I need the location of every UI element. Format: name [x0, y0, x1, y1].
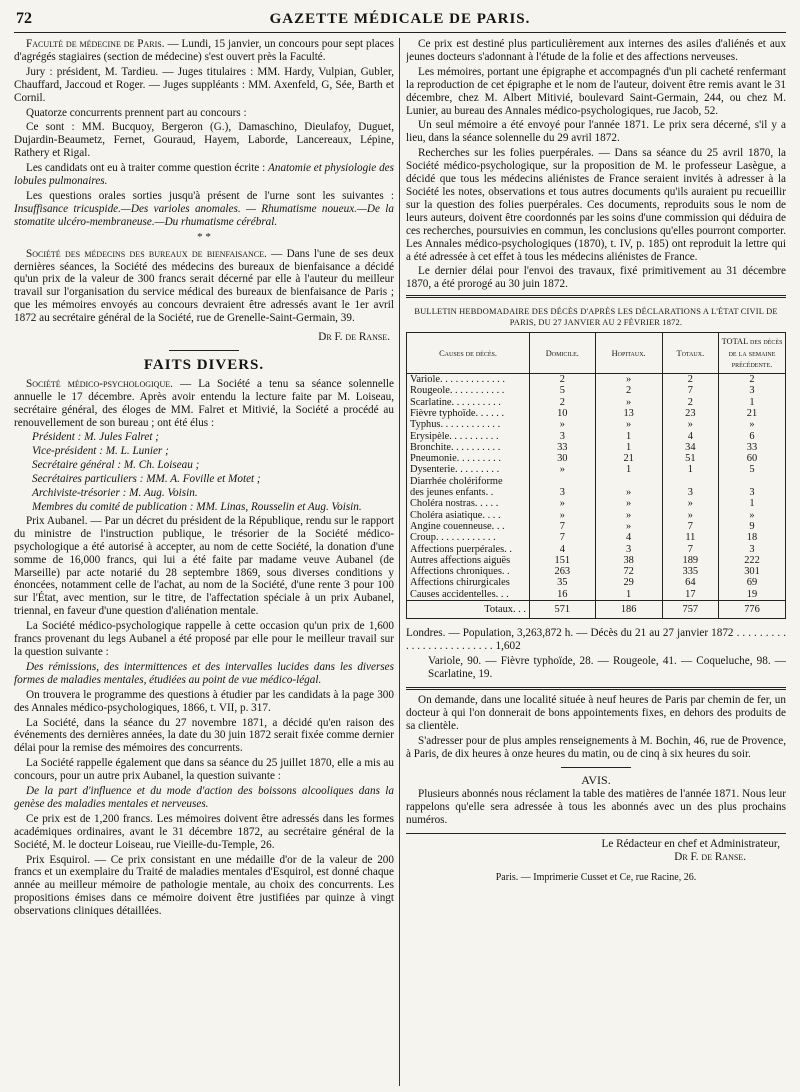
col-causes: Causes de décès.: [407, 333, 530, 374]
count-cell: 2: [530, 374, 596, 386]
redacteur-name: Dr F. de Ranse.: [674, 851, 746, 864]
count-cell: »: [595, 487, 662, 498]
count-cell: »: [595, 374, 662, 386]
cause-cell: Choléra asiatique. . . .: [407, 510, 530, 521]
count-cell: 2: [719, 374, 786, 386]
count-cell: 72: [595, 566, 662, 577]
seance-1870-paragraph: La Société rappelle également que dans sa séance du 25 juillet 1870, elle a mis au concours, pour un autre prix Aubanel, la question suivante :: [14, 757, 394, 783]
memoires-paragraph: Les mémoires, portant une épigraphe et accompagnés d'un pli cacheté renfermant la reproduction de cet épigraphe et le nom de l'auteur, doivent être remis avant le 31 décembre, chez M. Albert Mitivié, boulevard Saint-Germain, 244, ou chez M. Lunier, au bureau des Annales médico-psychologiques, rue Jacob, 52.: [406, 65, 786, 117]
folies-puerperales-paragraph: Recherches sur les folies puerpérales. — Dans sa séance du 25 avril 1870, la Société médico-psychologique, sur la proposition de M. le professeur Lasègue, a décidé que tous les médecins aliénistes de France seraient invités à adresser à la Société les notes, observations et tous autres documents qu'ils auraient pu recueillir sur la question des folies puerpérales. Ces documents, reproduits sous le nom de leurs auteurs, doivent être coordonnés par les soins d'une commission qui déduira de ces recherches, poursuivies en commun, les conclusions qu'elles pourront comporter. Les Annales médico-psychologiques (1870), t. IV, p. 185) ont reproduit la lettre qui a été adressée à cet effet à tous les médecins aliénistes de France.: [406, 147, 786, 263]
officer-secretary: Secrétaire général : M. Ch. Loiseau ;: [32, 459, 200, 472]
table-row: [407, 397, 786, 408]
table-row: [407, 408, 786, 419]
totals-cell: 571: [530, 601, 596, 619]
smp-heading: Société médico-psychologique.: [26, 377, 173, 390]
col-semaine-precedente: TOTAL des décès de la semaine précédente.: [719, 333, 786, 374]
table-row: [407, 555, 786, 566]
divider: [169, 350, 239, 351]
count-cell: »: [719, 419, 786, 430]
written-question: [14, 162, 394, 188]
table-row: [407, 544, 786, 555]
programme-paragraph: On trouvera le programme des questions à étudier par les candidats à la page 300 des Annales médico-psychologiques, 1866, t. VII, p. 317.: [14, 688, 394, 714]
count-cell: 263: [530, 566, 596, 577]
totals-cell: 757: [662, 601, 718, 619]
cause-cell: Pneumonie. . . . . . . . .: [407, 453, 530, 464]
count-cell: 9: [719, 521, 786, 532]
smp-text: — La Société a tenu sa séance solennelle annuelle le 17 décembre. Après avoir entendu la lecture faite par M. Loiseau, secrétaire général, des éloges de MM. Falret et Mitivié, la Société a procédé au renouvellement de son bureau ; ont été élus :: [14, 377, 394, 429]
count-cell: [662, 476, 718, 487]
count-cell: 5: [530, 385, 596, 396]
count-cell: 6: [719, 431, 786, 442]
count-cell: 4: [662, 431, 718, 442]
table-row: [407, 498, 786, 509]
count-cell: »: [662, 419, 718, 430]
seul-memoire-paragraph: Un seul mémoire a été envoyé pour l'année 1871. Le prix sera décerné, s'il y a lieu, dans la séance solennelle du 29 avril 1872.: [406, 119, 786, 145]
left-column: [14, 38, 394, 1086]
count-cell: 60: [719, 453, 786, 464]
count-cell: 189: [662, 555, 718, 566]
table-row: [407, 476, 786, 487]
count-cell: 23: [662, 408, 718, 419]
count-cell: 1: [662, 464, 718, 475]
divider-londres: [406, 687, 786, 690]
written-question-text: Les candidats ont eu à traiter comme question écrite :: [26, 162, 269, 175]
count-cell: 19: [719, 589, 786, 601]
table-row: [407, 464, 786, 475]
count-cell: 7: [662, 385, 718, 396]
count-cell: »: [530, 419, 596, 430]
written-question-topic: Anatomie et physiologie des lobules pulmonaires.: [14, 162, 394, 188]
table-row: [407, 419, 786, 430]
cause-cell: Variole. . . . . . . . . . . . .: [407, 374, 530, 386]
table-row: [407, 487, 786, 498]
count-cell: 3: [719, 487, 786, 498]
count-cell: 69: [719, 577, 786, 588]
count-cell: 7: [662, 521, 718, 532]
cause-cell: Autres affections aiguës: [407, 555, 530, 566]
dernier-delai-paragraph: Le dernier délai pour l'envoi des travaux, fixé primitivement au 31 décembre 1870, a été prorogé au 30 juin 1872.: [406, 265, 786, 291]
count-cell: 64: [662, 577, 718, 588]
page-header: [14, 8, 786, 33]
prix-esquirol-paragraph: Prix Esquirol. — Ce prix consistant en une médaille d'or de la valeur de 200 francs et un exemplaire du Traité de maladies mentales d'Esquirol, est donné chaque année au meilleur mémoire de pathologie mentale, au choix des concurrents. Les propositions émises dans ce mémoire doivent être justifiées par quinze à vingt observations cliniques détaillées.: [14, 853, 394, 918]
count-cell: 33: [719, 442, 786, 453]
imprimerie-line: Paris. — Imprimerie Cusset et Ce, rue Racine, 26.: [495, 871, 697, 883]
count-cell: 18: [719, 532, 786, 543]
count-cell: 30: [530, 453, 596, 464]
count-cell: 16: [530, 589, 596, 601]
count-cell: 151: [530, 555, 596, 566]
count-cell: 2: [662, 397, 718, 408]
quatorze-paragraph: Quatorze concurrents prennent part au concours :: [26, 106, 247, 119]
bienfaisance-heading: Société des médecins des bureaux de bienfaisance.: [26, 247, 267, 260]
count-cell: 4: [530, 544, 596, 555]
totals-cell: 776: [719, 601, 786, 619]
count-cell: »: [595, 521, 662, 532]
count-cell: 21: [719, 408, 786, 419]
smp-paragraph: [14, 378, 394, 430]
bienfaisance-paragraph: [14, 248, 394, 325]
count-cell: 7: [662, 544, 718, 555]
cause-cell: Diarrhée cholériforme: [407, 476, 530, 487]
count-cell: 2: [595, 385, 662, 396]
candidates-list: Ce sont : MM. Bucquoy, Bergeron (G.), Damaschino, Dieulafoy, Duguet, Dujardin-Beaumetz, Fernet, Gouraud, Hayem, Laborde, Lancereaux, Lépine, Rathery et Rigal.: [14, 121, 394, 160]
count-cell: 2: [530, 397, 596, 408]
count-cell: 7: [530, 521, 596, 532]
officer-archivist: Archiviste-trésorier : M. Aug. Voisin.: [32, 487, 198, 500]
count-cell: 1: [595, 431, 662, 442]
col-domicile: Domicile.: [530, 333, 596, 374]
column-rule: [399, 38, 400, 1086]
destine-paragraph: Ce prix est destiné plus particulièrement aux internes des asiles d'aliénés et aux jeunes docteurs s'adonnant à l'étude de la folie et des affections nerveuses.: [406, 38, 786, 63]
count-cell: »: [530, 510, 596, 521]
table-row: [407, 566, 786, 577]
avis-title: AVIS.: [581, 772, 611, 787]
cause-cell: Dysenterie. . . . . . . . .: [407, 464, 530, 475]
deaths-table-body: [407, 374, 786, 619]
count-cell: 3: [530, 487, 596, 498]
table-row: [407, 577, 786, 588]
count-cell: 3: [719, 544, 786, 555]
running-title: GAZETTE MÉDICALE DE PARIS.: [269, 11, 531, 27]
count-cell: 35: [530, 577, 596, 588]
count-cell: »: [662, 498, 718, 509]
count-cell: 3: [530, 431, 596, 442]
count-cell: 1: [595, 464, 662, 475]
count-cell: 4: [595, 532, 662, 543]
faculte-paragraph: [14, 38, 394, 64]
officer-committee: Membres du comité de publication : MM. Linas, Rousselin et Aug. Voisin.: [32, 501, 362, 513]
count-cell: 38: [595, 555, 662, 566]
count-cell: »: [595, 498, 662, 509]
count-cell: »: [595, 397, 662, 408]
cause-cell: Affections puerpérales. .: [407, 544, 530, 555]
count-cell: 1: [719, 498, 786, 509]
totals-label: Totaux. . .: [407, 601, 530, 619]
count-cell: 10: [530, 408, 596, 419]
cause-cell: Affections chirurgicales: [407, 577, 530, 588]
rappelle-paragraph: La Société médico-psychologique rappelle à cette occasion qu'un prix de 1,600 francs provenant du legs Aubanel a été proposé par elle pour le meilleur travail sur la question suivante :: [14, 620, 394, 658]
count-cell: 301: [719, 566, 786, 577]
count-cell: 1: [719, 397, 786, 408]
question-alcool: De la part d'influence et du mode d'action des boissons alcooliques dans la genèse des maladies mentales et nerveuses.: [14, 785, 394, 810]
count-cell: 13: [595, 408, 662, 419]
count-cell: 5: [719, 464, 786, 475]
table-row: [407, 521, 786, 532]
faculte-heading: Faculté de médecine de Paris.: [26, 38, 165, 50]
faits-divers-title: FAITS DIVERS.: [143, 356, 265, 373]
count-cell: 3: [595, 544, 662, 555]
col-hopitaux: Hopitaux.: [595, 333, 662, 374]
count-cell: »: [595, 419, 662, 430]
bienfaisance-text: — Dans l'une de ses deux dernières séances, la Société des médecins des bureaux de bienfaisance a décidé qu'un prix de la valeur de 300 francs serait décerné par elle à l'auteur du meilleur travail sur l'organisation du service médical des bureaux de bienfaisance de Paris ; que les mémoires envoyés au concours devraient être adressés avant le 1er avril 1872 au secrétaire général de la Société, rue de Grenelle-Saint-Germain, 39.: [14, 247, 394, 325]
cause-cell: Causes accidentelles. . .: [407, 589, 530, 601]
table-row: [407, 385, 786, 396]
count-cell: »: [530, 464, 596, 475]
count-cell: 3: [719, 385, 786, 396]
divider-double: [406, 295, 786, 298]
count-cell: 2: [662, 374, 718, 386]
londres-details: Variole, 90. — Fièvre typhoïde, 28. — Rougeole, 41. — Coqueluche, 98. — Scarlatine, 19.: [428, 655, 786, 681]
question-remissions: Des rémissions, des intermittences et des intervalles lucides dans les diverses formes de maladies mentales, étudiées au point de vue médico-légal.: [14, 660, 394, 686]
cause-cell: Erysipèle. . . . . . . . . .: [407, 431, 530, 442]
totals-row: [407, 601, 786, 619]
count-cell: »: [662, 510, 718, 521]
count-cell: 34: [662, 442, 718, 453]
jury-paragraph: Jury : président, M. Tardieu. — Juges titulaires : MM. Hardy, Vulpian, Gubler, Chauffard, Jaccoud et Roger. — Juges suppléants : MM. Axenfeld, G, Sée, Barth et Cornil.: [14, 65, 394, 104]
table-row: [407, 589, 786, 601]
count-cell: 17: [662, 589, 718, 601]
faculte-text: — Lundi, 15 janvier, un concours pour sept places d'agrégés stagiaires (section de médecine) s'est ouvert près la Faculté.: [14, 38, 394, 63]
section-stars: * *: [197, 230, 211, 243]
columns: [14, 38, 786, 1086]
adresser-paragraph: S'adresser pour de plus amples renseignements à M. Bochin, 46, rue de Provence, à Paris, de dix heures à onze heures du matin, ou de cinq à six heures du soir.: [406, 734, 786, 760]
footer: [406, 833, 786, 885]
col-totaux: Totaux.: [662, 333, 718, 374]
oral-questions-topics: Insuffisance tricuspide.—Des varioles anomales. — Rhumatisme noueux.—De la stomatite ulcéro-membraneuse.—Du rhumatisme cérébral.: [14, 202, 394, 228]
deaths-table: [406, 332, 786, 619]
oral-questions: [14, 190, 394, 229]
count-cell: 7: [530, 532, 596, 543]
table-row: [407, 510, 786, 521]
cause-cell: Choléra nostras. . . . .: [407, 498, 530, 509]
cause-cell: Affections chroniques. .: [407, 566, 530, 577]
count-cell: [595, 476, 662, 487]
cause-cell: Croup. . . . . . . . . . . .: [407, 532, 530, 543]
count-cell: 21: [595, 453, 662, 464]
cause-cell: Typhus. . . . . . . . . . . .: [407, 419, 530, 430]
officer-president: Président : M. Jules Falret ;: [32, 431, 159, 444]
table-row: [407, 431, 786, 442]
divider-avis: [561, 767, 631, 768]
table-row: [407, 374, 786, 386]
count-cell: 1: [595, 589, 662, 601]
count-cell: 51: [662, 453, 718, 464]
table-row: [407, 453, 786, 464]
totals-cell: 186: [595, 601, 662, 619]
bulletin-title: BULLETIN HEBDOMADAIRE DES DÉCÈS D'APRÈS LES DÉCLARATIONS A L'ÉTAT CIVIL DE PARIS, DU 27 JANVIER AU 2 FÉVRIER 1872.: [414, 307, 778, 328]
seance-1871-paragraph: La Société, dans la séance du 27 novembre 1871, a décidé qu'en raison des événements des dernières années, la date du 30 juin 1872 serait fixée comme dernier délai pour la remise des mémoires des concurrents.: [14, 716, 394, 755]
cause-cell: Scarlatine. . . . . . . . . .: [407, 397, 530, 408]
officer-secretaries: Secrétaires particuliers : MM. A. Foville et Motet ;: [32, 473, 261, 486]
count-cell: 3: [662, 487, 718, 498]
prix-1200-paragraph: Ce prix est de 1,200 francs. Les mémoires doivent être adressés dans les formes académiques ordinaires, avant le 31 décembre 1872, au secrétaire général de la Société, M. le docteur Loiseau, rue Vieille-du-Temple, 26.: [14, 812, 394, 851]
prix-aubanel-paragraph: Prix Aubanel. — Par un décret du président de la République, rendu sur le rapport du ministre de l'instruction publique, le trésorier de la Société médico-psychologique a été autorisé à accepter, au nom de cette Société, la donation d'une somme de 16,000 francs, qui lui a été faite par madame veuve Aubanel (de Marseille) par acte notarié du 28 septembre 1869, sous diverses conditions y énoncées, notamment celle de l'achat, au nom de la Société, d'une rente 3 pour 100 sur l'État, avec mention, sur le titre, de l'affectation spéciale à un prix Aubanel, triennal, en faveur d'une question d'aliénation mentale.: [14, 514, 394, 618]
count-cell: [530, 476, 596, 487]
count-cell: 11: [662, 532, 718, 543]
count-cell: 335: [662, 566, 718, 577]
count-cell: 33: [530, 442, 596, 453]
cause-cell: Bronchite. . . . . . . . . .: [407, 442, 530, 453]
cause-cell: Fièvre typhoïde. . . . . .: [407, 408, 530, 419]
table-row: [407, 442, 786, 453]
count-cell: »: [595, 510, 662, 521]
newspaper-page: [14, 8, 786, 918]
count-cell: »: [530, 498, 596, 509]
table-row: [407, 532, 786, 543]
count-cell: [719, 476, 786, 487]
count-cell: »: [719, 510, 786, 521]
avis-paragraph: Plusieurs abonnés nous réclament la table des matières de l'année 1871. Nous leur rappelons qu'elle sera adressée à tous les abonnés avec un des plus prochains numéros.: [406, 788, 786, 827]
signature-ranse: Dr F. de Ranse.: [318, 331, 390, 344]
count-cell: 1: [595, 442, 662, 453]
cause-cell: des jeunes enfants. .: [407, 487, 530, 498]
cause-cell: Angine couenneuse. . .: [407, 521, 530, 532]
oral-questions-text: Les questions orales sorties jusqu'à présent de l'urne sont les suivantes :: [26, 189, 394, 202]
demande-paragraph: On demande, dans une localité située à neuf heures de Paris par chemin de fer, un docteur à qui l'on donnerait de bons appointements fixes, en dehors des produits de sa clientèle.: [406, 693, 786, 732]
right-column: [406, 38, 786, 1086]
londres-paragraph: Londres. — Population, 3,263,872 h. — Décès du 21 au 27 janvier 1872 . . . . . . . . . . . . . . . . . . . . . . . . . 1,602: [406, 627, 786, 653]
officer-vice-president: Vice-président : M. L. Lunier ;: [32, 445, 169, 458]
cause-cell: Rougeole. . . . . . . . . . .: [407, 385, 530, 396]
redacteur-line: Le Rédacteur en chef et Administrateur,: [601, 838, 780, 851]
count-cell: 29: [595, 577, 662, 588]
page-number: 72: [16, 10, 32, 27]
count-cell: 222: [719, 555, 786, 566]
